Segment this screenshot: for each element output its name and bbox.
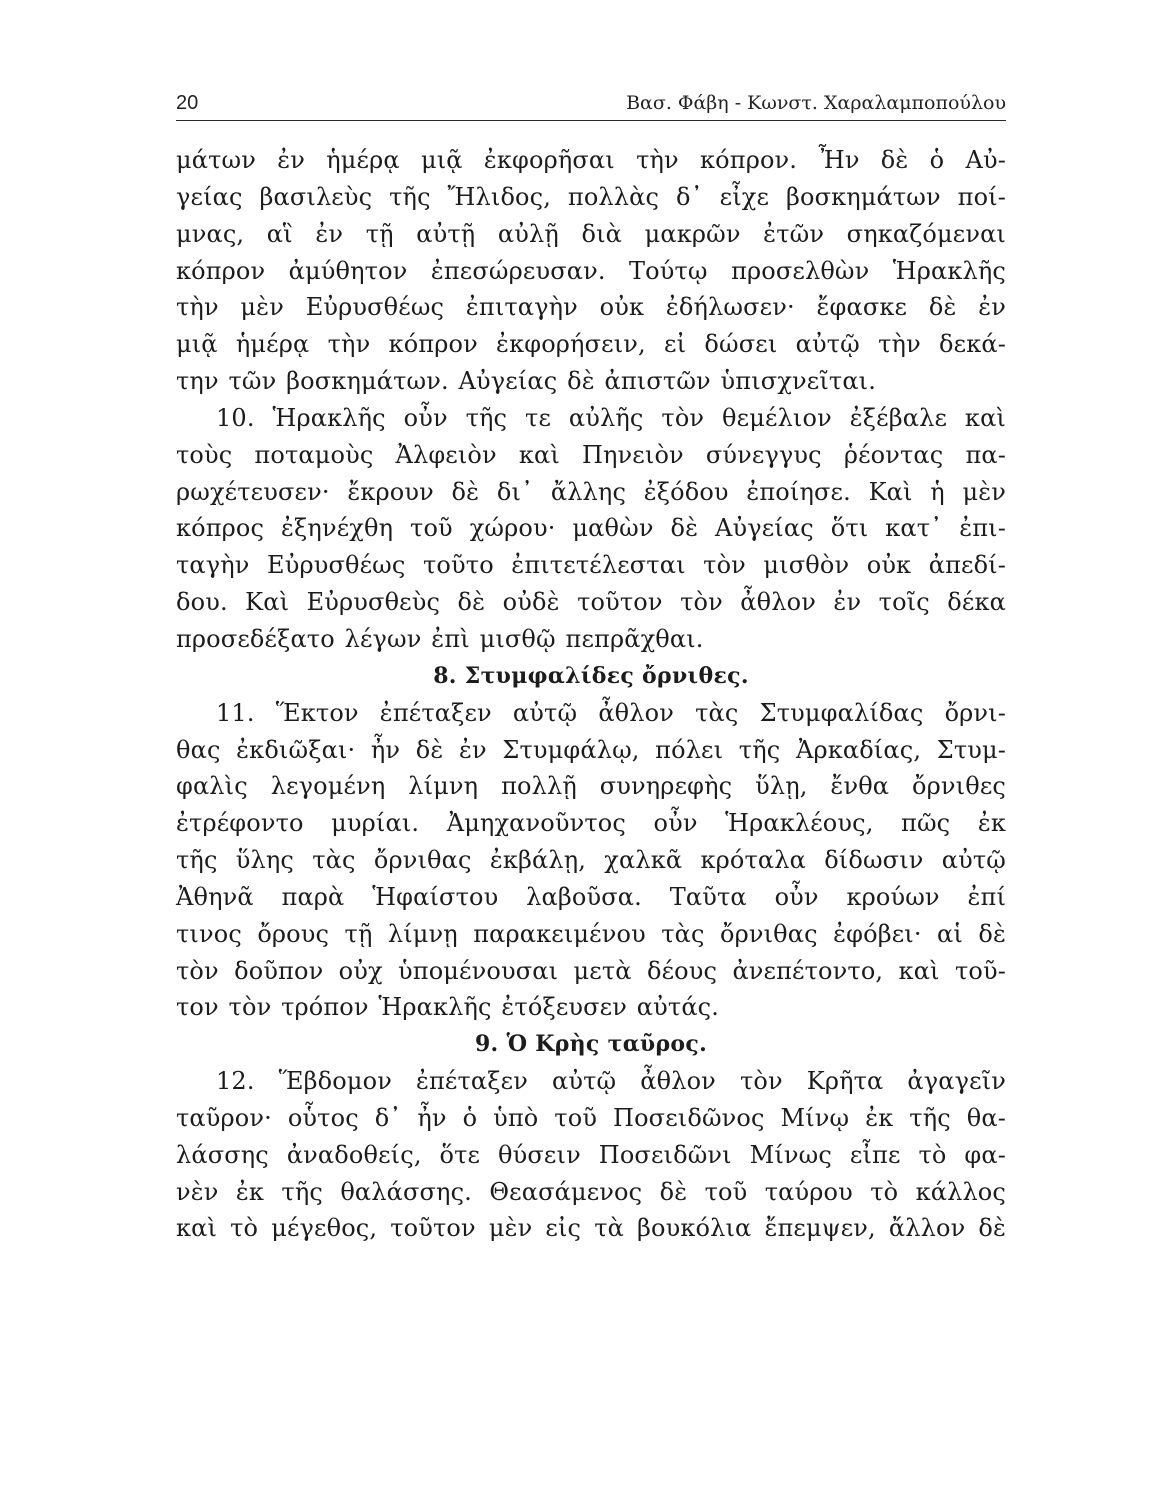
text-line: τινος ὄρους τῇ λίμνῃ παρακειμένου τὰς ὄρνιθας ἐφόβει· αἱ δὲ <box>176 919 1006 948</box>
text-line: καὶ τὸ μέγεθος, τοῦτον μὲν εἰς τὰ βουκόλια ἔπεμψεν, ἄλλον δὲ <box>176 1214 1006 1243</box>
text-line: ταγὴν Εὐρυσθέως τοῦτο ἐπιτετέλεσται τὸν μισθὸν οὐκ ἀπεδί- <box>176 551 1006 580</box>
text-line: μνας, αἳ ἐν τῇ αὐτῇ αὐλῇ διὰ μακρῶν ἐτῶν σηκαζόμεναι <box>176 219 1006 248</box>
text-line: 12. Ἕβδομον ἐπέταξεν αὐτῷ ἆθλον τὸν Κρῆτα ἀγαγεῖν <box>216 1067 1006 1096</box>
book-page <box>176 0 1006 1500</box>
paragraph <box>176 400 1006 658</box>
text-line: ἐτρέφοντο μυρίαι. Ἀμηχανοῦντος οὖν Ἡρακλέους, πῶς ἐκ <box>176 809 1006 838</box>
text-line: γείας βασιλεὺς τῆς Ἤλιδος, πολλὰς δ᾽ εἶχε βοσκημάτων ποί- <box>176 182 1006 211</box>
text-line: θας ἐκδιῶξαι· ἦν δὲ ἐν Στυμφάλῳ, πόλει τῆς Ἀρκαδίας, Στυμ- <box>176 735 1006 764</box>
text-line: κόπρον ἀμύθητον ἐπεσώρευσαν. Τούτῳ προσελθὼν Ἡρακλῆς <box>176 256 1006 285</box>
text-line: τον τὸν τρόπον Ἡρακλῆς ἐτόξευσεν αὐτάς. <box>176 993 720 1022</box>
text-line: 10. Ἡρακλῆς οὖν τῆς τε αὐλῆς τὸν θεμέλιον ἐξέβαλε καὶ <box>216 403 1006 432</box>
text-line: τοὺς ποταμοὺς Ἀλφειὸν καὶ Πηνειὸν σύνεγγυς ῥέοντας πα- <box>176 440 1006 469</box>
paragraph <box>176 695 1006 1027</box>
text-line: τὸν δοῦπον οὐχ ὑπομένουσαι μετὰ δέους ἀνεπέτοντο, καὶ τοῦ- <box>176 956 1006 985</box>
paragraph <box>176 1063 1006 1247</box>
text-line: ρωχέτευσεν· ἔκρουν δὲ δι᾽ ἄλλης ἐξόδου ἐποίησε. Καὶ ἡ μὲν <box>176 477 1006 506</box>
text-line: τὴν μὲν Εὐρυσθέως ἐπιταγὴν οὐκ ἐδήλωσεν· ἔφασκε δὲ ἐν <box>176 293 1006 322</box>
text-line: 11. Ἕκτον ἐπέταξεν αὐτῷ ἆθλον τὰς Στυμφαλίδας ὄρνι- <box>216 698 1006 727</box>
section-heading: 8. Στυμφαλίδες ὄρνιθες. <box>433 662 749 689</box>
text-line: μιᾷ ἡμέρᾳ τὴν κόπρον ἐκφορήσειν, εἰ δώσει αὐτῷ τὴν δεκά- <box>176 330 1006 359</box>
text-line: νὲν ἐκ τῆς θαλάσσης. Θεασάμενος δὲ τοῦ ταύρου τὸ κάλλος <box>176 1177 1006 1206</box>
text-line: τῆς ὕλης τὰς ὄρνιθας ἐκβάλῃ, χαλκᾶ κρόταλα δίδωσιν αὐτῷ <box>176 846 1006 875</box>
text-line: φαλὶς λεγομένη λίμνη πολλῇ συνηρεφὴς ὕλῃ, ἔνθα ὄρνιθες <box>176 772 1006 801</box>
page-body <box>176 142 1006 1247</box>
page-header <box>176 88 1006 121</box>
page-number: 20 <box>176 92 199 114</box>
text-line: δου. Καὶ Εὐρυσθεὺς δὲ οὐδὲ τοῦτον τὸν ἆθλον ἐν τοῖς δέκα <box>176 588 1006 617</box>
paragraph <box>176 142 1006 400</box>
text-line: μάτων ἐν ἡμέρᾳ μιᾷ ἐκφορῆσαι τὴν κόπρον. Ἦν δὲ ὁ Αὐ- <box>176 146 1006 174</box>
text-line: Ἀθηνᾶ παρὰ Ἡφαίστου λαβοῦσα. Ταῦτα οὖν κρούων ἐπί <box>176 882 1006 911</box>
text-line: την τῶν βοσκημάτων. Αὐγείας δὲ ἀπιστῶν ὑπισχνεῖται. <box>176 367 877 396</box>
text-line: ταῦρον· οὗτος δ᾽ ἦν ὁ ὑπὸ τοῦ Ποσειδῶνος Μίνῳ ἐκ τῆς θα- <box>176 1103 1006 1132</box>
text-line: λάσσης ἀναδοθείς, ὅτε θύσειν Ποσειδῶνι Μίνως εἶπε τὸ φα- <box>176 1140 1006 1169</box>
running-head: Βασ. Φάβη - Κωνστ. Χαραλαμποπούλου <box>626 92 1006 114</box>
text-line: κόπρος ἐξηνέχθη τοῦ χώρου· μαθὼν δὲ Αὐγείας ὅτι κατ᾽ ἐπι- <box>176 514 1006 543</box>
text-line: προσεδέξατο λέγων ἐπὶ μισθῷ πεπρᾶχθαι. <box>176 624 704 653</box>
section-heading: 9. Ὁ Κρὴς ταῦρος. <box>474 1031 708 1058</box>
